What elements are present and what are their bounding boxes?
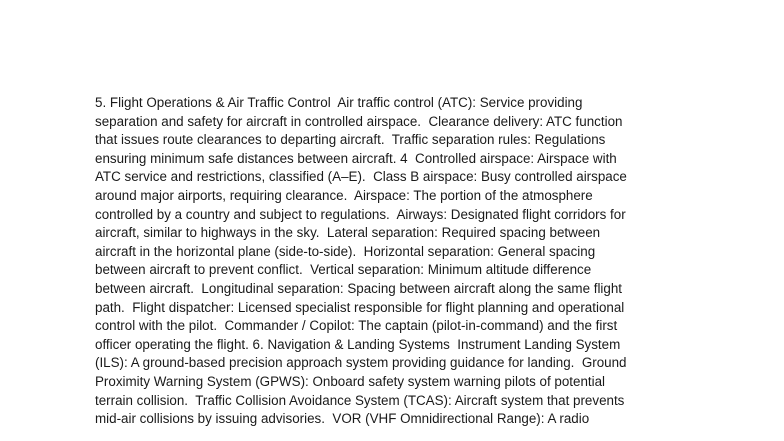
text-line: 5. Flight Operations & Air Traffic Control Air traffic control (ATC): Service providing <box>95 95 583 110</box>
text-line: Proximity Warning System (GPWS): Onboard safety system warning pilots of potential <box>95 373 606 389</box>
text-line: terrain collision. Traffic Collision Avoidance System (TCAS): Aircraft system that prevents <box>95 392 625 408</box>
text-line: officer operating the flight. 6. Navigation & Landing Systems Instrument Landing System <box>95 336 621 352</box>
text-line: (ILS): A ground-based precision approach system providing guidance for landing. Ground <box>95 355 627 371</box>
text-line: around major airports, requiring clearance. Airspace: The portion of the atmosphere <box>95 187 593 203</box>
text-line: path. Flight dispatcher: Licensed specialist responsible for flight planning and operational <box>95 299 625 315</box>
text-line: controlled by a country and subject to regulations. Airways: Designated flight corridors for <box>95 206 626 222</box>
text-line: ensuring minimum safe distances between aircraft. 4 Controlled airspace: Airspace with <box>95 150 617 166</box>
text-line: aircraft, similar to highways in the sky. Lateral separation: Required spacing between <box>95 225 601 241</box>
text-line: between aircraft to prevent conflict. Vertical separation: Minimum altitude difference <box>95 262 592 278</box>
text-line: control with the pilot. Commander / Copilot: The captain (pilot-in-command) and the first <box>95 318 618 334</box>
text-line: ATC service and restrictions, classified (A–E). Class B airspace: Busy controlled airspace <box>95 169 627 185</box>
text-line: mid-air collisions by issuing advisories. VOR (VHF Omnidirectional Range): A radio <box>95 411 590 427</box>
text-line: between aircraft. Longitudinal separation: Spacing between aircraft along the same flight <box>95 280 623 296</box>
text-line: separation and safety for aircraft in controlled airspace. Clearance delivery: ATC function <box>95 113 623 129</box>
text-line: that issues route clearances to departing aircraft. Traffic separation rules: Regulations <box>95 132 606 148</box>
body-text <box>95 94 695 429</box>
text-line: aircraft in the horizontal plane (side-to-side). Horizontal separation: General spacing <box>95 243 596 259</box>
